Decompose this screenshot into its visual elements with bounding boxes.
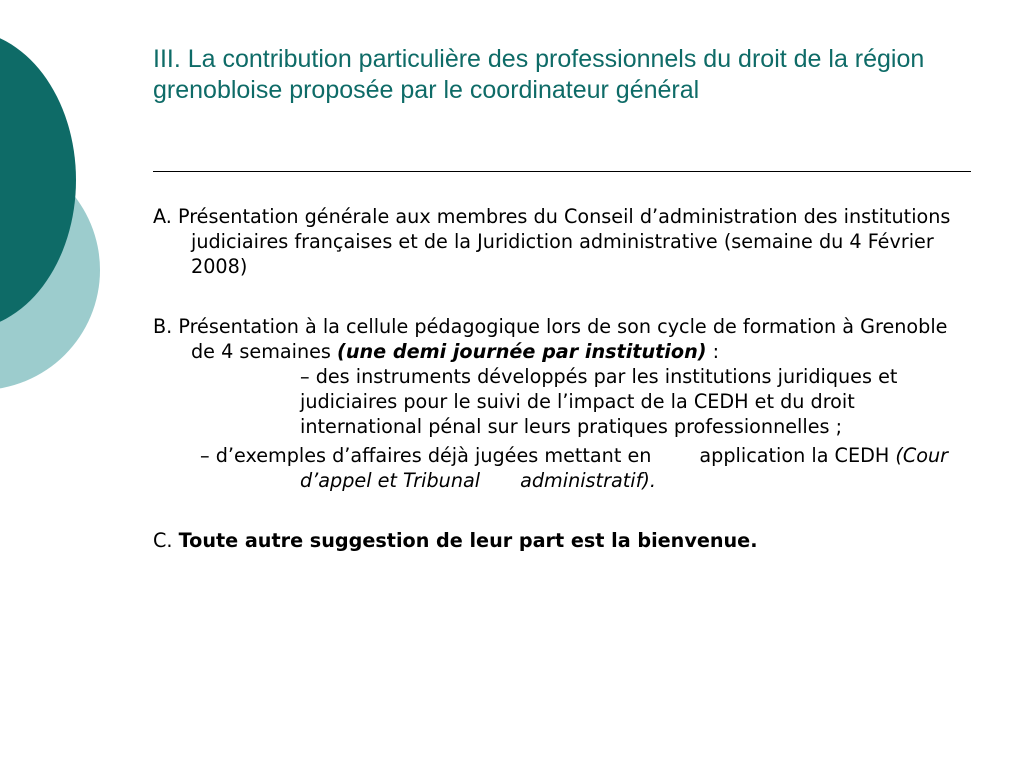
- item-b-sub-2-text-2: application la CEDH: [699, 444, 896, 467]
- item-b-sub-2-italic-2: administratif).: [520, 469, 656, 492]
- item-b-sub-2: [153, 443, 968, 493]
- item-b-text: B. Présentation à la cellule pédagogique lors de son cycle de formation à Grenoble de 4 semaines: [153, 315, 948, 363]
- slide-body: [153, 204, 968, 553]
- title-divider: [153, 171, 971, 172]
- item-b-sub-2-italic-1: (Cour d’appel et Tribunal: [300, 444, 949, 492]
- item-a: A. Présentation générale aux membres du Conseil d’administration des institutions judiciaires françaises et de la Juridiction administrative (semaine du 4 Février 2008): [153, 205, 951, 278]
- item-c-label: C.: [153, 529, 179, 552]
- item-b-emphasis: (une demi journée par institution): [337, 340, 707, 363]
- item-b-colon: :: [706, 340, 720, 363]
- item-b-sub-2-text-1: – d’exemples d’affaires déjà jugées mettant en: [200, 444, 652, 467]
- item-b-sub-1: – des instruments développés par les institutions juridiques et judiciaires pour le suivi de l’impact de la CEDH et du droit international pénal sur leurs pratiques professionnelles ;: [300, 365, 898, 438]
- item-b: [153, 314, 968, 364]
- slide-title: III. La contribution particulière des professionnels du droit de la région grenobloise proposée par le coordinateur général: [153, 45, 925, 104]
- item-c-bold: Toute autre suggestion de leur part est la bienvenue.: [178, 529, 758, 552]
- item-c: [153, 528, 968, 553]
